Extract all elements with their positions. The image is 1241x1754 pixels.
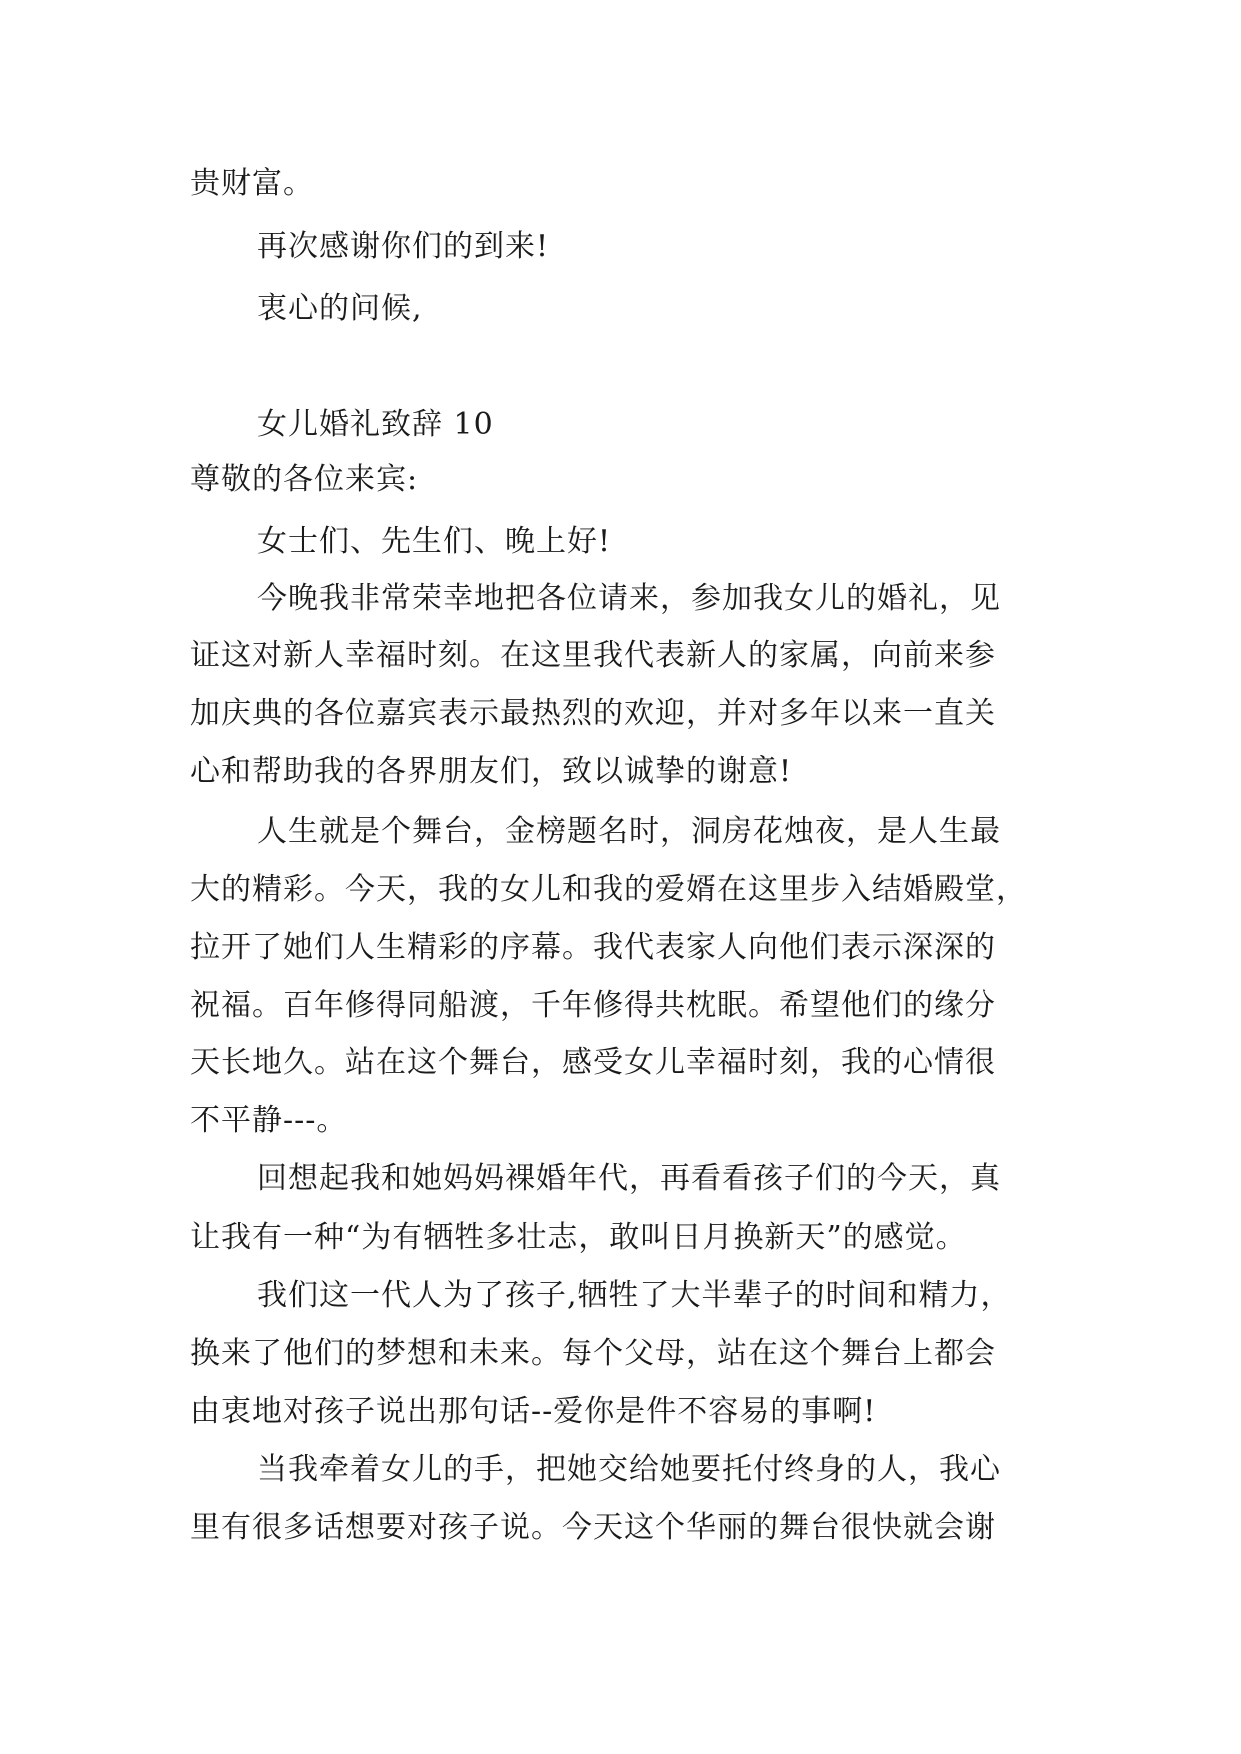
paragraph-line: 天长地久。站在这个舞台，感受女儿幸福时刻，我的心情很 bbox=[190, 1045, 996, 1080]
paragraph-line: 不平静---。 bbox=[190, 1103, 348, 1138]
paragraph-line: 心和帮助我的各界朋友们，致以诚挚的谢意! bbox=[190, 754, 793, 789]
paragraph-line: 让我有一种“为有牺牲多壮志，敢叫日月换新天”的感觉。 bbox=[190, 1220, 967, 1255]
text-line: 再次感谢你们的到来! bbox=[257, 229, 550, 264]
paragraph-line: 换来了他们的梦想和未来。每个父母，站在这个舞台上都会 bbox=[190, 1336, 996, 1371]
paragraph-line: 证这对新人幸福时刻。在这里我代表新人的家属，向前来参 bbox=[190, 638, 996, 673]
text-line: 衷心的问候, bbox=[257, 291, 423, 326]
salutation: 尊敬的各位来宾: bbox=[190, 462, 419, 497]
paragraph-line: 拉开了她们人生精彩的序幕。我代表家人向他们表示深深的 bbox=[190, 930, 996, 965]
paragraph-line: 祝福。百年修得同船渡，千年修得共枕眠。希望他们的缘分 bbox=[190, 988, 996, 1023]
text-line: 女士们、先生们、晚上好! bbox=[257, 524, 612, 559]
paragraph-line: 加庆典的各位嘉宾表示最热烈的欢迎，并对多年以来一直关 bbox=[190, 696, 996, 731]
text-line: 贵财富。 bbox=[190, 166, 314, 201]
paragraph-line: 我们这一代人为了孩子,牺牲了大半辈子的时间和精力， bbox=[257, 1278, 1012, 1313]
paragraph-line: 大的精彩。今天，我的女儿和我的爱婿在这里步入结婚殿堂， bbox=[190, 872, 1027, 907]
paragraph-line: 里有很多话想要对孩子说。今天这个华丽的舞台很快就会谢 bbox=[190, 1510, 996, 1545]
paragraph-line: 回想起我和她妈妈裸婚年代，再看看孩子们的今天，真 bbox=[257, 1161, 1001, 1196]
paragraph-line: 由衷地对孩子说出那句话--爱你是件不容易的事啊! bbox=[190, 1394, 877, 1429]
section-heading: 女儿婚礼致辞 10 bbox=[257, 407, 494, 442]
paragraph-line: 今晚我非常荣幸地把各位请来，参加我女儿的婚礼，见 bbox=[257, 581, 1001, 616]
paragraph-line: 人生就是个舞台，金榜题名时，洞房花烛夜，是人生最 bbox=[257, 814, 1001, 849]
paragraph-line: 当我牵着女儿的手，把她交给她要托付终身的人，我心 bbox=[257, 1452, 1001, 1487]
